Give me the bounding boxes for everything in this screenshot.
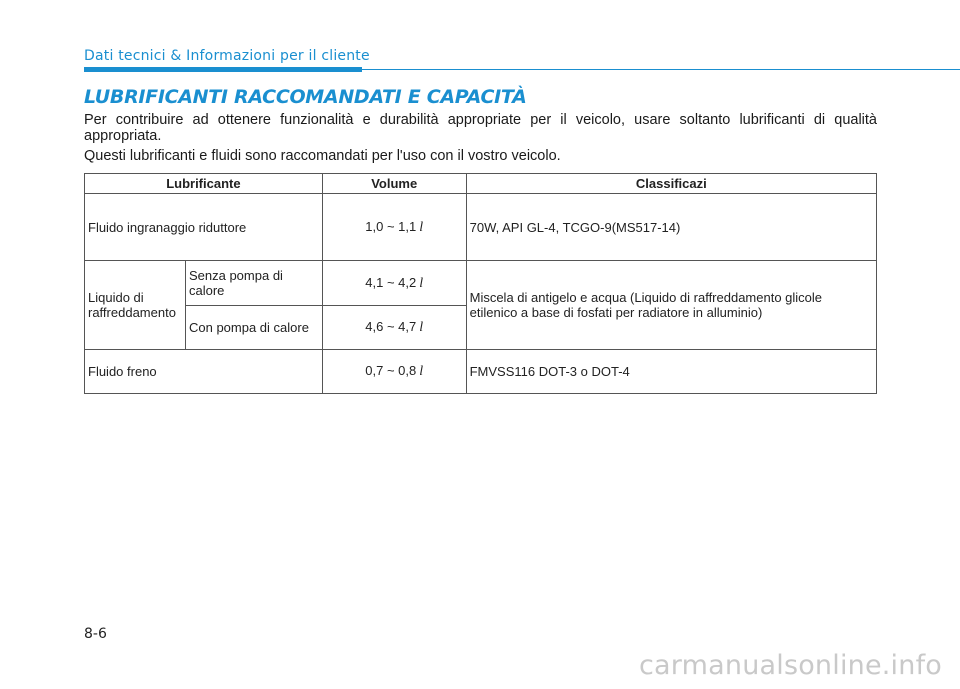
brake-fluid-volume [322, 350, 466, 394]
header-classification: Classificazi [466, 174, 876, 194]
volume-value: 0,7 ~ 0,8 [365, 363, 417, 378]
header-lubricant: Lubrificante [85, 174, 323, 194]
coolant-without-pump-volume [322, 261, 466, 306]
liter-unit: l [419, 320, 424, 335]
gear-fluid-name: Fluido ingranaggio riduttore [85, 194, 323, 261]
coolant-name: Liquido di raffreddamento [85, 261, 186, 350]
brake-fluid-name: Fluido freno [85, 350, 323, 394]
coolant-with-pump-label: Con pompa di calore [185, 306, 322, 350]
liter-unit: l [419, 219, 424, 235]
section-title: LUBRIFICANTI RACCOMANDATI E CAPACITÀ [84, 86, 527, 108]
chapter-header: Dati tecnici & Informazioni per il cliente [84, 48, 370, 64]
volume-value: 4,1 ~ 4,2 [365, 274, 417, 290]
volume-value: 4,6 ~ 4,7 [365, 319, 417, 334]
intro-paragraph-2: Questi lubrificanti e fluidi sono raccomandati per l'uso con il vostro veicolo. [84, 148, 561, 164]
gear-fluid-classification: 70W, API GL-4, TCGO-9(MS517-14) [466, 194, 876, 261]
brake-fluid-classification: FMVSS116 DOT-3 o DOT-4 [466, 350, 876, 394]
gear-fluid-volume [322, 194, 466, 261]
coolant-without-pump-label: Senza pompa di calore [185, 261, 322, 306]
coolant-with-pump-volume [322, 306, 466, 350]
table-row [85, 261, 877, 306]
header-rule [84, 69, 960, 70]
page-number: 8-6 [84, 626, 107, 642]
coolant-classification: Miscela di antigelo e acqua (Liquido di raffreddamento glicole etilenico a base di fosfati per radiatore in alluminio) [466, 261, 876, 350]
watermark: carmanualsonline.info [639, 650, 942, 681]
volume-value: 1,0 ~ 1,1 [365, 218, 417, 234]
table-row [85, 194, 877, 261]
lubricants-table [84, 173, 877, 394]
header-volume: Volume [322, 174, 466, 194]
intro-paragraph: Per contribuire ad ottenere funzionalità e durabilità appropriate per il veicolo, usare soltanto lubrificanti di qualità appropriata. [84, 112, 877, 144]
liter-unit: l [419, 275, 424, 291]
table-row [85, 350, 877, 394]
table-header-row [85, 174, 877, 194]
liter-unit: l [419, 364, 424, 379]
